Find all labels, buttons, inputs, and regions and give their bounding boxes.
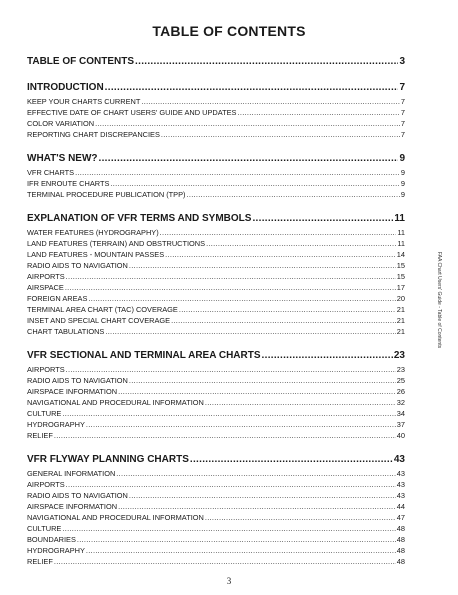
dot-leader	[66, 364, 396, 375]
toc-entry-label: EFFECTIVE DATE OF CHART USERS' GUIDE AND UPDATES	[27, 108, 237, 117]
toc-section-heading[interactable]	[27, 55, 405, 69]
dot-leader	[129, 490, 396, 501]
toc-entry-label: NAVIGATIONAL AND PROCEDURAL INFORMATION	[27, 513, 204, 522]
dot-leader	[206, 238, 396, 249]
toc-entry[interactable]	[27, 271, 405, 282]
toc-entry-label: HYDROGRAPHY	[27, 420, 85, 429]
toc-section-heading-page: 43	[393, 454, 405, 465]
dot-leader	[86, 545, 396, 556]
toc-entry[interactable]	[27, 315, 405, 326]
dot-leader	[252, 212, 393, 226]
toc-section	[27, 453, 405, 567]
toc-section	[27, 212, 405, 337]
toc-section-heading-label: TABLE OF CONTENTS	[27, 56, 135, 67]
dot-leader	[54, 430, 396, 441]
toc-entry[interactable]	[27, 545, 405, 556]
toc-section	[27, 349, 405, 441]
dot-leader	[135, 55, 398, 69]
toc-entry-page: 15	[396, 261, 405, 270]
toc-entry-page: 48	[396, 557, 405, 566]
toc-entry-label: BOUNDARIES	[27, 535, 76, 544]
toc-entry-page: 43	[396, 491, 405, 500]
toc-entry[interactable]	[27, 282, 405, 293]
toc-section-heading-page: 11	[394, 213, 405, 224]
dot-leader	[105, 81, 399, 95]
toc-entry-label: FOREIGN AREAS	[27, 294, 88, 303]
dot-leader	[160, 227, 397, 238]
dot-leader	[62, 408, 395, 419]
page-title: TABLE OF CONTENTS	[152, 23, 306, 39]
toc-entry-page: 43	[396, 469, 405, 478]
toc-entry-label: COLOR VARIATION	[27, 119, 95, 128]
toc-section-heading-page: 9	[399, 153, 405, 164]
toc-entry-page: 44	[396, 502, 405, 511]
toc-section-heading-page: 3	[399, 56, 405, 67]
toc-entry[interactable]	[27, 249, 405, 260]
toc-entry-label: CHART TABULATIONS	[27, 327, 105, 336]
toc-entry-page: 21	[396, 327, 405, 336]
toc-entry-page: 48	[396, 546, 405, 555]
dot-leader	[110, 178, 399, 189]
toc-entry-label: RADIO AIDS TO NAVIGATION	[27, 376, 128, 385]
toc-entry[interactable]	[27, 189, 405, 200]
toc-entry[interactable]	[27, 227, 405, 238]
toc-entry-page: 20	[396, 294, 405, 303]
dot-leader	[141, 96, 400, 107]
dot-leader	[75, 167, 400, 178]
toc-entry[interactable]	[27, 556, 405, 567]
toc-entry-page: 40	[396, 431, 405, 440]
toc-entry-page: 48	[396, 524, 405, 533]
toc-entry-page: 11	[397, 228, 405, 237]
toc-entry[interactable]	[27, 430, 405, 441]
toc-section-heading-label: INTRODUCTION	[27, 82, 104, 93]
page-number: 3	[226, 576, 232, 586]
dot-leader	[66, 271, 396, 282]
dot-leader	[190, 453, 393, 467]
toc-entry-page: 9	[400, 168, 405, 177]
toc-entry[interactable]	[27, 408, 405, 419]
toc-entry[interactable]	[27, 167, 405, 178]
dot-leader	[165, 249, 396, 260]
dot-leader	[105, 326, 395, 337]
toc-entry-page: 43	[396, 480, 405, 489]
toc-entry-label: AIRPORTS	[27, 480, 65, 489]
dot-leader	[171, 315, 396, 326]
toc-entry-page: 47	[396, 513, 405, 522]
toc-section-heading-label: WHAT'S NEW?	[27, 153, 98, 164]
toc-entry[interactable]	[27, 107, 405, 118]
toc-section-heading[interactable]	[27, 212, 405, 226]
toc-section-heading-page: 7	[399, 82, 405, 93]
toc-entry[interactable]	[27, 397, 405, 408]
toc-entry[interactable]	[27, 260, 405, 271]
dot-leader	[88, 293, 395, 304]
dot-leader	[66, 479, 396, 490]
dot-leader	[118, 386, 396, 397]
toc-entry-page: 23	[396, 365, 405, 374]
toc-entry[interactable]	[27, 523, 405, 534]
toc-entry[interactable]	[27, 178, 405, 189]
toc-entry-page: 37	[396, 420, 405, 429]
toc-entry[interactable]	[27, 490, 405, 501]
toc-entry[interactable]	[27, 364, 405, 375]
toc-entry-page: 32	[396, 398, 405, 407]
toc-entry-label: AIRPORTS	[27, 365, 65, 374]
toc-section-heading[interactable]	[27, 81, 405, 95]
dot-leader	[129, 260, 396, 271]
toc-entry-label: RELIEF	[27, 431, 53, 440]
toc-entry-label: KEEP YOUR CHARTS CURRENT	[27, 97, 141, 106]
dot-leader	[118, 501, 396, 512]
dot-leader	[116, 468, 395, 479]
toc-entry-label: RADIO AIDS TO NAVIGATION	[27, 261, 128, 270]
toc-entry-page: 48	[396, 535, 405, 544]
toc-section	[27, 81, 405, 140]
dot-leader	[237, 107, 399, 118]
toc-entry-label: LAND FEATURES (TERRAIN) AND OBSTRUCTIONS	[27, 239, 206, 248]
toc-entry-label: IFR ENROUTE CHARTS	[27, 179, 110, 188]
toc-section-heading[interactable]	[27, 349, 405, 363]
dot-leader	[65, 282, 396, 293]
toc-section	[27, 152, 405, 200]
toc-entry-label: CULTURE	[27, 524, 62, 533]
dot-leader	[95, 118, 400, 129]
toc-entry-page: 14	[396, 250, 405, 259]
toc-entry-label: AIRSPACE	[27, 283, 64, 292]
toc-entry-label: RELIEF	[27, 557, 53, 566]
toc-entry-label: TERMINAL PROCEDURE PUBLICATION (TPP)	[27, 190, 186, 199]
toc-entry-page: 7	[400, 130, 405, 139]
toc-entry-page: 9	[400, 179, 405, 188]
toc-entry-page: 15	[396, 272, 405, 281]
dot-leader	[205, 397, 396, 408]
toc-entry-page: 7	[400, 108, 405, 117]
toc-entry[interactable]	[27, 534, 405, 545]
dot-leader	[205, 512, 396, 523]
toc-entry-label: WATER FEATURES (HYDROGRAPHY)	[27, 228, 159, 237]
toc-entry-page: 11	[397, 239, 405, 248]
dot-leader	[77, 534, 396, 545]
toc-section-heading[interactable]	[27, 152, 405, 166]
toc-entry[interactable]	[27, 96, 405, 107]
toc-entry-page: 7	[400, 119, 405, 128]
toc-section-heading-label: VFR SECTIONAL AND TERMINAL AREA CHARTS	[27, 350, 261, 361]
toc-section-heading-page: 23	[393, 350, 405, 361]
side-running-label: FAA Chart Users' Guide - Table of Contents	[436, 251, 442, 349]
toc-entry[interactable]	[27, 501, 405, 512]
dot-leader	[179, 304, 396, 315]
toc-entry-page: 7	[400, 97, 405, 106]
toc-entry[interactable]	[27, 326, 405, 337]
toc-entry-label: AIRSPACE INFORMATION	[27, 387, 118, 396]
table-of-contents	[27, 55, 405, 579]
dot-leader	[262, 349, 393, 363]
toc-entry[interactable]	[27, 238, 405, 249]
dot-leader	[54, 556, 396, 567]
toc-entry-label: CULTURE	[27, 409, 62, 418]
toc-entry-label: AIRPORTS	[27, 272, 65, 281]
toc-entry[interactable]	[27, 419, 405, 430]
toc-entry-page: 17	[396, 283, 405, 292]
toc-entry-page: 26	[396, 387, 405, 396]
dot-leader	[187, 189, 400, 200]
toc-section-heading-label: EXPLANATION OF VFR TERMS AND SYMBOLS	[27, 213, 252, 224]
toc-entry[interactable]	[27, 118, 405, 129]
dot-leader	[62, 523, 395, 534]
toc-entry-page: 25	[396, 376, 405, 385]
toc-entry-label: VFR CHARTS	[27, 168, 75, 177]
toc-entry[interactable]	[27, 512, 405, 523]
toc-entry-label: HYDROGRAPHY	[27, 546, 85, 555]
toc-entry-label: AIRSPACE INFORMATION	[27, 502, 118, 511]
toc-entry-label: GENERAL INFORMATION	[27, 469, 116, 478]
toc-entry[interactable]	[27, 375, 405, 386]
toc-entry[interactable]	[27, 304, 405, 315]
dot-leader	[161, 129, 400, 140]
toc-entry-page: 34	[396, 409, 405, 418]
dot-leader	[86, 419, 396, 430]
toc-entry[interactable]	[27, 129, 405, 140]
toc-section-heading-label: VFR FLYWAY PLANNING CHARTS	[27, 454, 189, 465]
toc-entry[interactable]	[27, 468, 405, 479]
dot-leader	[99, 152, 399, 166]
dot-leader	[129, 375, 396, 386]
toc-entry-page: 9	[400, 190, 405, 199]
toc-entry[interactable]	[27, 293, 405, 304]
toc-entry-label: RADIO AIDS TO NAVIGATION	[27, 491, 128, 500]
toc-entry-label: TERMINAL AREA CHART (TAC) COVERAGE	[27, 305, 178, 314]
toc-section-heading[interactable]	[27, 453, 405, 467]
toc-entry-label: LAND FEATURES - MOUNTAIN PASSES	[27, 250, 165, 259]
toc-entry-page: 21	[396, 316, 405, 325]
toc-entry-label: NAVIGATIONAL AND PROCEDURAL INFORMATION	[27, 398, 204, 407]
toc-entry[interactable]	[27, 479, 405, 490]
toc-entry-page: 21	[396, 305, 405, 314]
toc-entry-label: INSET AND SPECIAL CHART COVERAGE	[27, 316, 171, 325]
toc-entry[interactable]	[27, 386, 405, 397]
toc-entry-label: REPORTING CHART DISCREPANCIES	[27, 130, 160, 139]
toc-section	[27, 55, 405, 69]
